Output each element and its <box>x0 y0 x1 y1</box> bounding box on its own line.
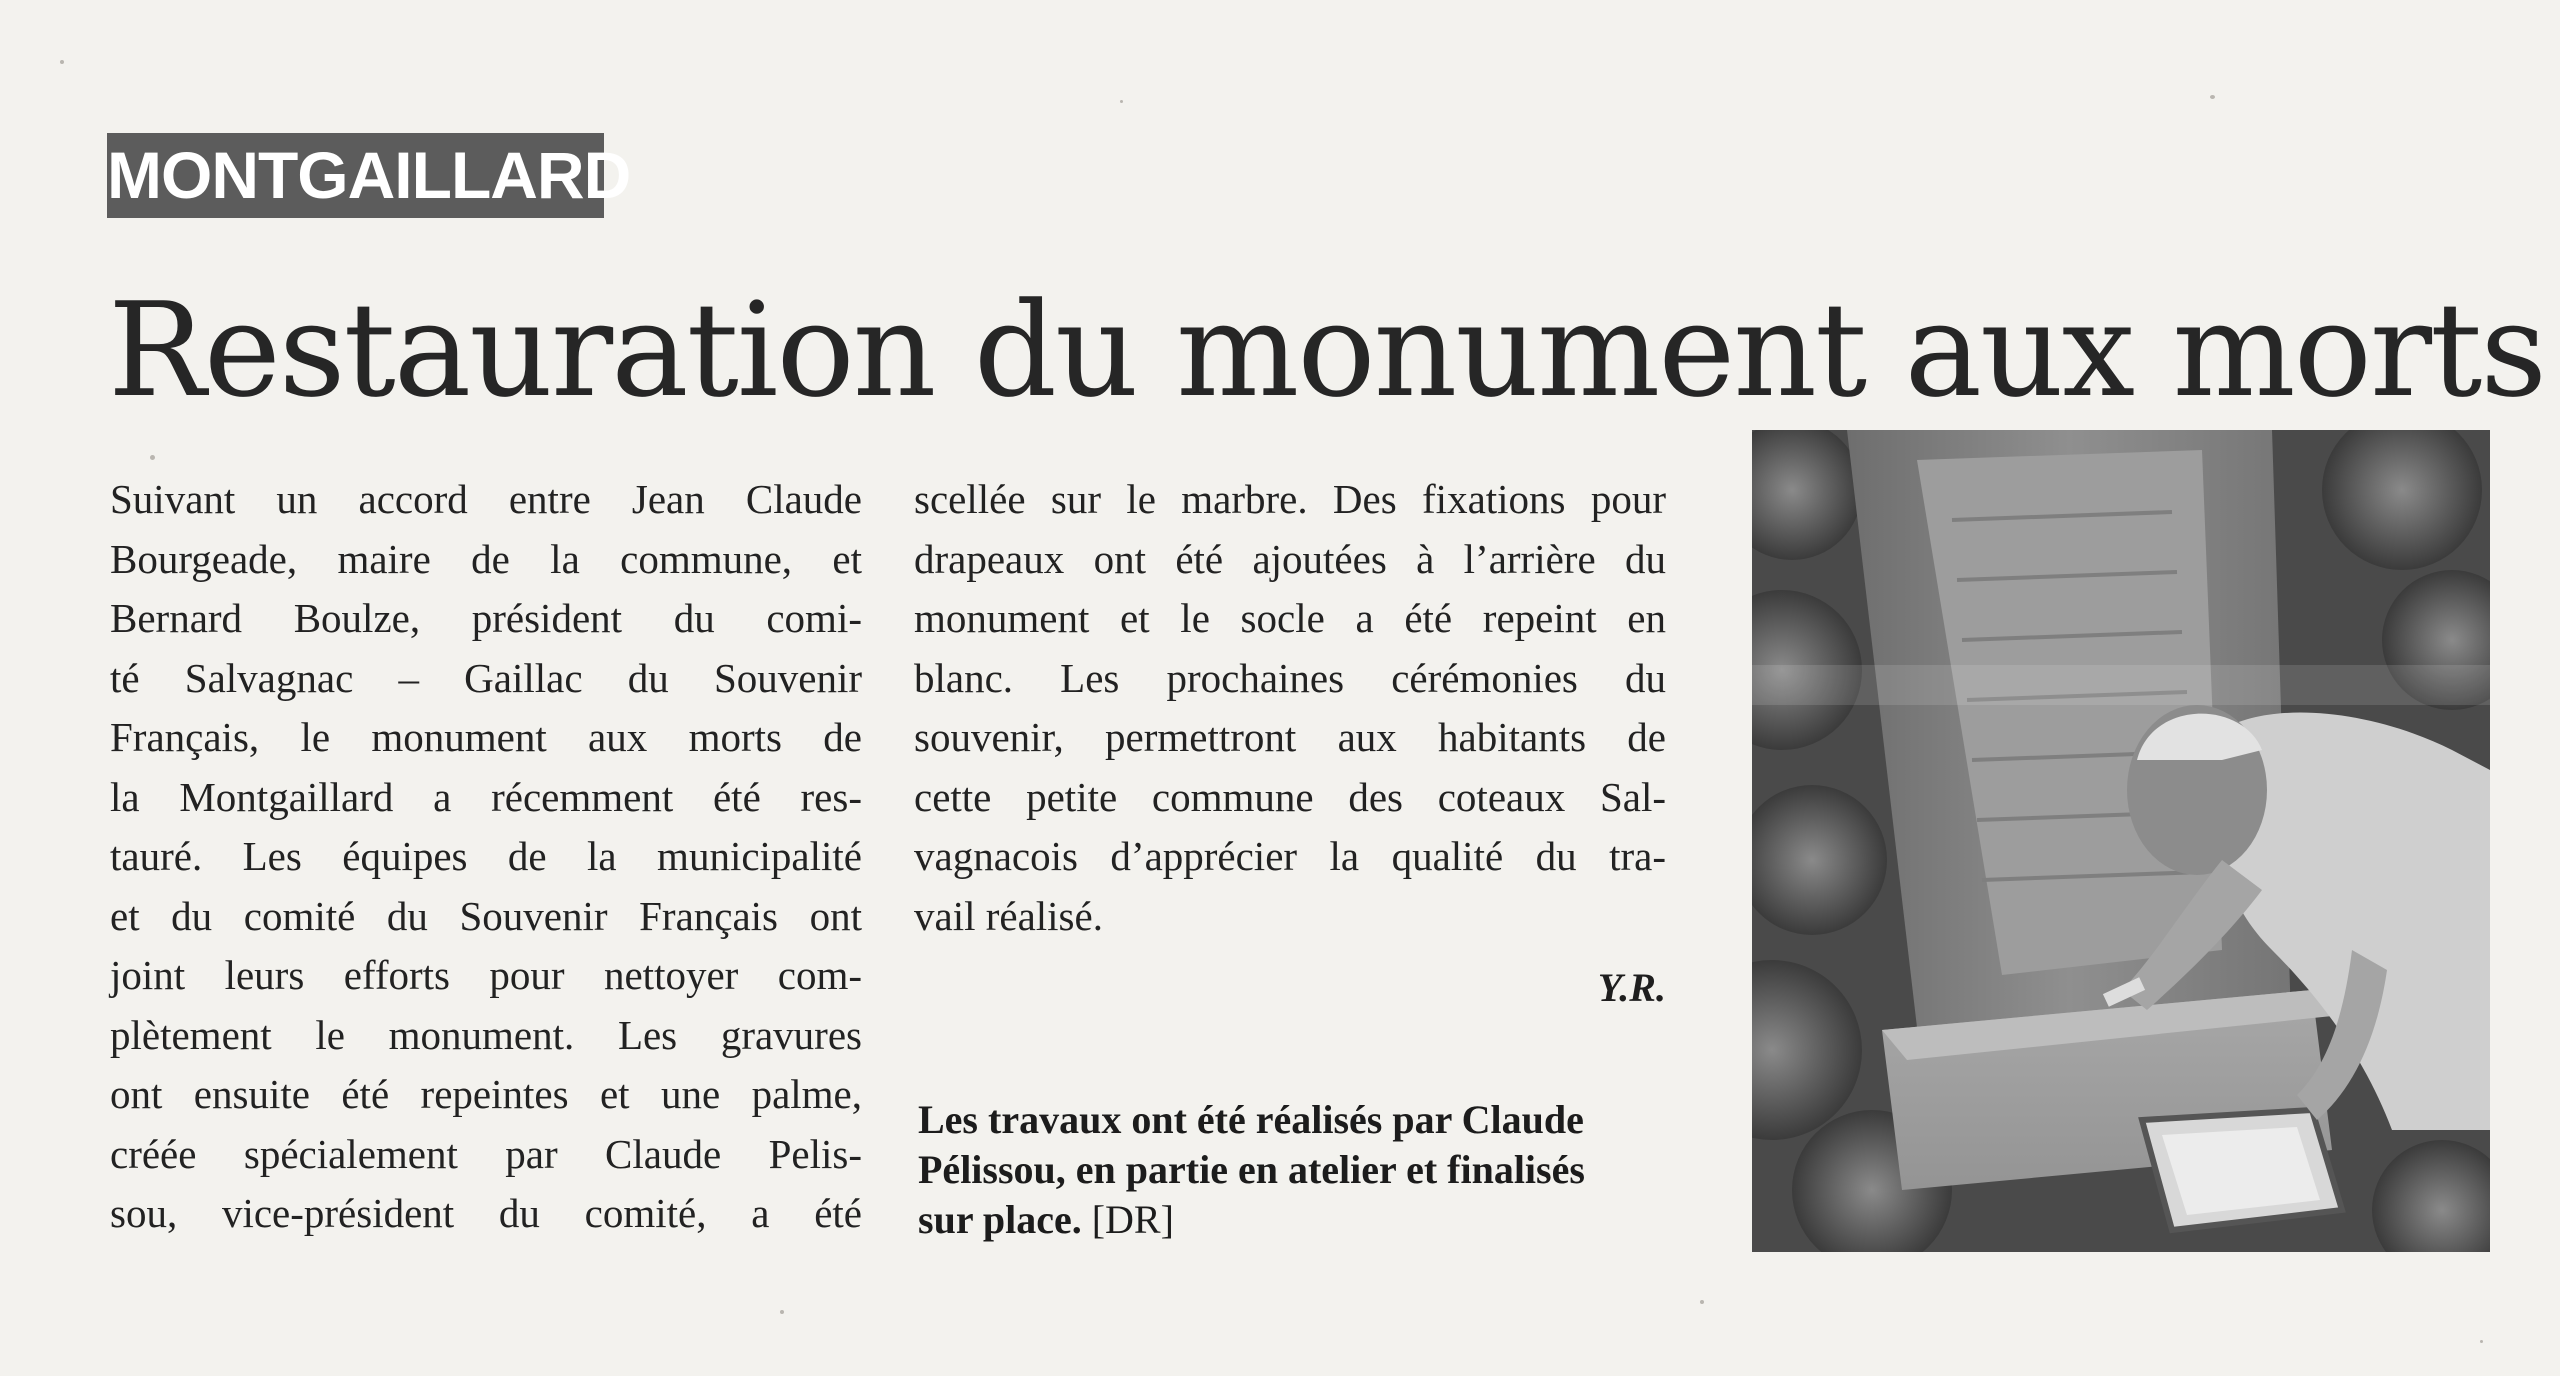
text-line: sou, vice-président du comité, a été <box>110 1190 862 1236</box>
photo-credit: [DR] <box>1091 1197 1174 1242</box>
caption-text: sur place. <box>918 1197 1082 1242</box>
monument-photo-drawing <box>1752 430 2490 1252</box>
caption-line: Les travaux ont été réalisés par Claude <box>918 1097 1584 1142</box>
article-column-1 <box>110 470 862 1244</box>
article-column-2 <box>914 470 1666 946</box>
text-line: cette petite commune des coteaux Sal- <box>914 773 1666 820</box>
text-line: et du comité du Souvenir Français ont <box>110 892 862 939</box>
headline: Restauration du monument aux morts <box>108 274 2546 426</box>
text-line: ont ensuite été repeintes et une palme, <box>110 1071 862 1117</box>
paper-speck <box>150 455 155 460</box>
paint-tray-inner <box>2162 1127 2320 1215</box>
text-line: Bernard Boulze, président du comi- <box>110 595 862 641</box>
text-line: vail réalisé. <box>914 892 1103 939</box>
paper-speck <box>1120 100 1123 103</box>
paper-speck <box>1700 1300 1704 1304</box>
scan-highlight <box>1752 665 2490 705</box>
text-line: tauré. Les équipes de la municipalité <box>110 833 862 879</box>
text-line: Français, le monument aux morts de <box>110 714 862 760</box>
text-line: créée spécialement par Claude Pelis- <box>110 1130 862 1177</box>
text-line: vagnacois d’apprécier la qualité du tra- <box>914 833 1666 879</box>
text-line: scellée sur le marbre. Des fixations pour <box>914 476 1666 522</box>
photo-caption <box>918 1095 1678 1245</box>
paper-speck <box>2480 1340 2483 1343</box>
monument-photo <box>1752 430 2490 1252</box>
text-line: Bourgeade, maire de la commune, et <box>110 535 862 582</box>
text-line: té Salvagnac – Gaillac du Souvenir <box>110 654 862 701</box>
text-line: plètement le monument. Les gravures <box>110 1011 862 1058</box>
text-line: joint leurs efforts pour nettoyer com- <box>110 952 862 998</box>
paper-speck <box>2210 95 2215 99</box>
caption-line: Pélissou, en partie en atelier et finalisés <box>918 1147 1585 1192</box>
text-line: Suivant un accord entre Jean Claude <box>110 476 862 522</box>
text-line: la Montgaillard a récemment été res- <box>110 773 862 820</box>
text-line: monument et le socle a été repeint en <box>914 595 1666 641</box>
text-line: blanc. Les prochaines cérémonies du <box>914 654 1666 701</box>
paper-speck <box>780 1310 784 1314</box>
section-rubric: MONTGAILLARD <box>107 133 604 218</box>
author-signature: Y.R. <box>1597 965 1666 1010</box>
text-line: drapeaux ont été ajoutées à l’arrière du <box>914 535 1666 582</box>
caption-line <box>918 1195 1678 1245</box>
paper-speck <box>60 60 64 64</box>
text-line: souvenir, permettront aux habitants de <box>914 714 1666 760</box>
